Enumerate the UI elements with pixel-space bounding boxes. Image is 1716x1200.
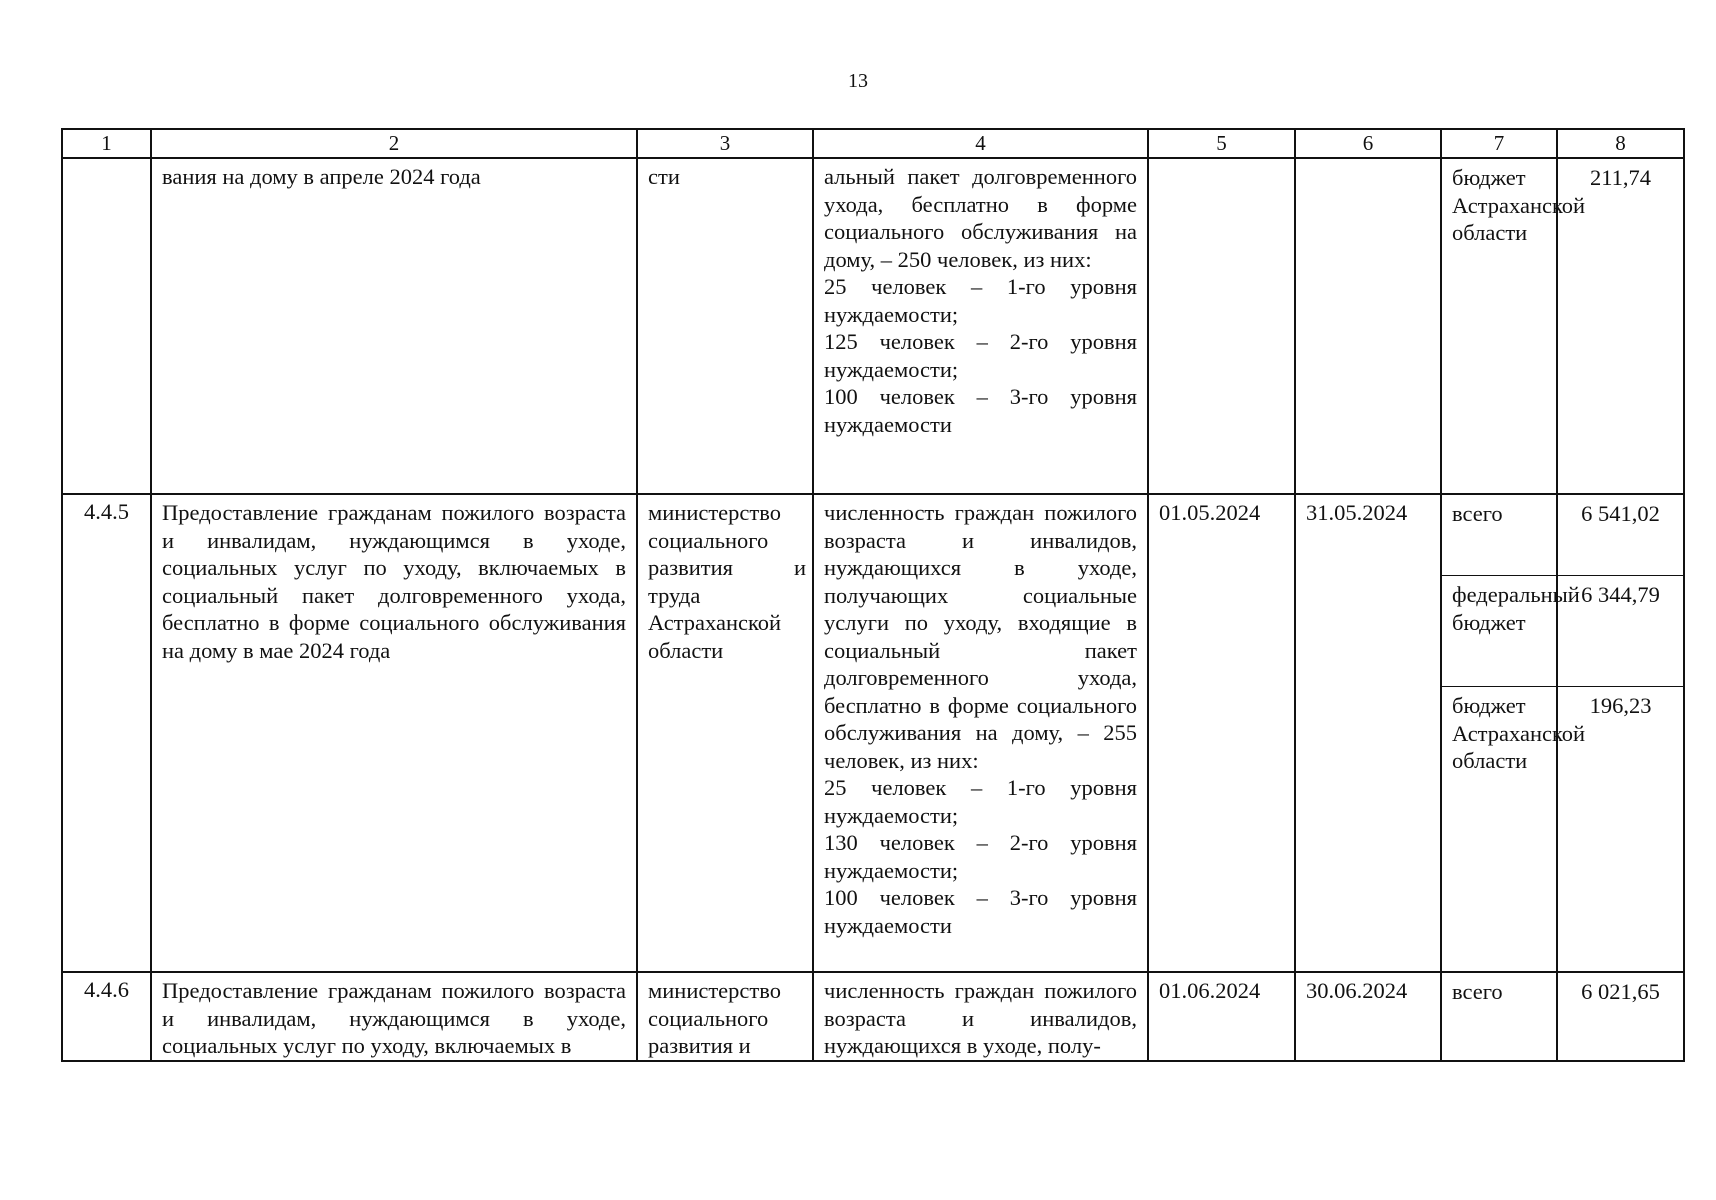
funding-source-cell	[1441, 494, 1586, 972]
indicator-line: 125 человек – 2-го уровня нуждаемости;	[824, 329, 1137, 382]
start-date-cell	[1148, 158, 1295, 494]
description-cell: вания на дому в апреле 2024 года	[151, 158, 637, 494]
indicator-text: альный пакет долговременного ухода, бесплатно в форме социального обслуживания на дому, – 250 человек, из них:	[824, 164, 1137, 272]
indicator-line: 25 человек – 1-го уровня нуждаемости;	[824, 274, 1137, 327]
executor-cell: сти	[637, 158, 813, 494]
executor-cell: министерство социального развития и труда Астраханской области	[637, 494, 813, 972]
funding-source: бюджет Астраханской области	[1452, 165, 1586, 245]
funding-amount: 6 021,65	[1581, 979, 1660, 1004]
indicator-text: численность граждан пожилого возраста и инвалидов, нуждающихся в уходе, получающих социальные услуги по уходу, входящие в социальный пакет долговременного ухода, бесплатно в форме социального обслуживания на дому, – 255 человек, из них:	[824, 500, 1137, 773]
table-row	[62, 158, 1684, 494]
funding-source: федеральный бюджет	[1442, 576, 1556, 687]
funding-amount-cell	[1557, 972, 1684, 1061]
row-number-cell	[62, 158, 151, 494]
end-date-cell	[1295, 158, 1441, 494]
table-row	[62, 972, 1684, 1061]
funding-source: всего	[1442, 495, 1556, 576]
page-number: 13	[848, 70, 868, 92]
funding-amount: 196,23	[1589, 693, 1652, 718]
header-col-1: 1	[62, 129, 151, 158]
funding-source-cell	[1441, 158, 1586, 494]
start-date-cell: 01.05.2024	[1148, 494, 1295, 972]
header-col-7: 7	[1441, 129, 1557, 158]
end-date-cell: 30.06.2024	[1295, 972, 1441, 1061]
indicator-cell	[813, 972, 1148, 1061]
funding-source: всего	[1452, 979, 1503, 1004]
header-col-5: 5	[1148, 129, 1295, 158]
indicator-line: 25 человек – 1-го уровня нуждаемости;	[824, 775, 1137, 828]
indicator-line: 100 человек – 3-го уровня нуждаемости	[824, 384, 1137, 437]
measures-table	[61, 128, 1685, 1062]
description-cell: Предоставление гражданам пожилого возраста и инвалидам, нуждающимся в уходе, социальных услуг по уходу, включаемых в социальный пакет долговременного ухода, бесплатно в форме социального обслуживания на дому в мае 2024 года	[151, 494, 637, 972]
row-number-cell: 4.4.6	[62, 972, 151, 1061]
header-col-3: 3	[637, 129, 813, 158]
start-date-cell: 01.06.2024	[1148, 972, 1295, 1061]
description-cell: Предоставление гражданам пожилого возраста и инвалидам, нуждающимся в уходе, социальных услуг по уходу, включаемых в	[151, 972, 637, 1061]
header-col-8: 8	[1557, 129, 1684, 158]
header-row	[62, 129, 1684, 158]
funding-source: бюджет Астраханской области	[1452, 693, 1586, 773]
indicator-line: 100 человек – 3-го уровня нуждаемости	[824, 885, 1137, 938]
end-date-cell: 31.05.2024	[1295, 494, 1441, 972]
funding-amount: 6 344,79	[1558, 576, 1683, 687]
executor-cell: министерство социального развития и	[637, 972, 813, 1061]
funding-amount: 211,74	[1589, 165, 1652, 190]
indicator-cell	[813, 158, 1148, 494]
header-col-2: 2	[151, 129, 637, 158]
header-col-4: 4	[813, 129, 1148, 158]
row-number-cell: 4.4.5	[62, 494, 151, 972]
indicator-cell	[813, 494, 1148, 972]
header-col-6: 6	[1295, 129, 1441, 158]
funding-amount: 6 541,02	[1558, 495, 1683, 576]
table-row	[62, 494, 1684, 972]
indicator-text: численность граждан пожилого возраста и инвалидов, нуждающихся в уходе, полу-	[824, 978, 1137, 1058]
indicator-line: 130 человек – 2-го уровня нуждаемости;	[824, 830, 1137, 883]
funding-source-cell	[1441, 972, 1557, 1061]
